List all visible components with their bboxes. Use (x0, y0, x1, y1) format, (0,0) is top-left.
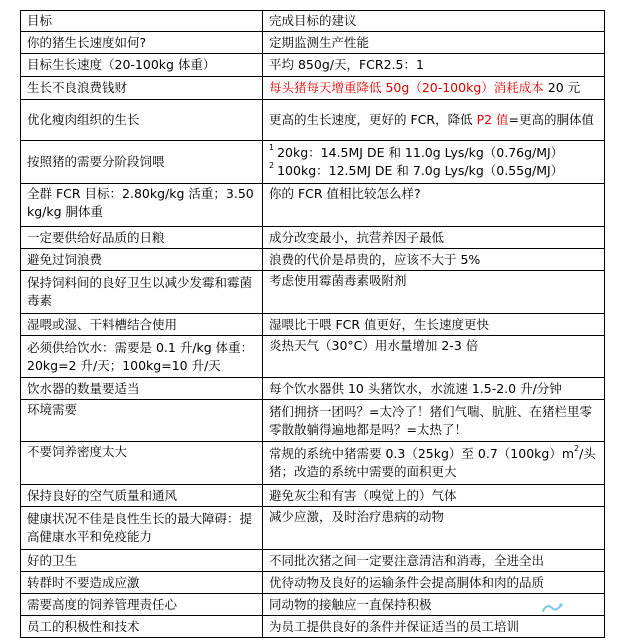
advice-cell (263, 442, 605, 485)
advice-line-text: 20kg：14.5MJ DE 和 11.0g Lys/kg（0.76g/MJ） (277, 145, 564, 160)
goal-cell: 不要饲养密度太大 (21, 442, 263, 485)
table-row (21, 336, 605, 378)
goal-cell: 按照猪的需要分阶段饲喂 (21, 141, 263, 184)
table-row (21, 227, 605, 249)
goal-cell: 好的卫生 (21, 550, 263, 572)
recommendation-table (20, 10, 605, 638)
goal-cell: 转群时不要造成应激 (21, 572, 263, 594)
advice-cell: 炎热天气（30°C）用水量增加 2-3 倍 (263, 336, 605, 378)
table-row (21, 141, 605, 184)
advice-cell: 为员工提供良好的条件并保证适当的员工培训 (263, 616, 605, 638)
advice-cell: 你的 FCR 值相比较怎么样? (263, 184, 605, 227)
logo-watermark-icon (541, 601, 563, 615)
table-row (21, 77, 605, 100)
advice-cell (263, 77, 605, 100)
advice-cell: 考虑使用霉菌毒素吸附剂 (263, 271, 605, 314)
advice-cell: 浪费的代价是昂贵的，应该不大于 5% (263, 249, 605, 271)
advice-cell: 定期监测生产性能 (263, 32, 605, 54)
goal-cell: 保持饲料间的良好卫生以减少发霉和霉菌毒素 (21, 271, 263, 314)
goal-cell: 全群 FCR 目标：2.80kg/kg 活重；3.50kg/kg 胴体重 (21, 184, 263, 227)
advice-cell: 减少应激，及时治疗患病的动物 (263, 507, 605, 550)
table-row (21, 378, 605, 400)
table-row (21, 32, 605, 54)
goal-cell: 优化瘦肉组织的生长 (21, 100, 263, 141)
goal-cell: 需要高度的饲养管理责任心 (21, 594, 263, 616)
goal-cell: 目标生长速度（20-100kg 体重） (21, 54, 263, 77)
goal-cell: 避免过饲浪费 (21, 249, 263, 271)
header-advice: 完成目标的建议 (263, 11, 605, 32)
advice-tail-text: 20 元 (543, 80, 581, 95)
advice-cell: 猪们拥挤一团吗？=太冷了！猪们气喘、肮脏、在猪栏里零零散散躺得遍地都是吗？=太热了！ (263, 400, 605, 442)
advice-highlight-text: P2 值 (476, 112, 509, 127)
advice-cell: 成分改变最小，抗营养因子最低 (263, 227, 605, 249)
goal-cell: 员工的积极性和技术 (21, 616, 263, 638)
table-row (21, 54, 605, 77)
advice-post-text: /头猪；改造的系统中需要的面积更大 (269, 446, 596, 479)
goal-cell: 生长不良浪费钱财 (21, 77, 263, 100)
advice-pre-text: 常规的系统中猪需要 0.3（25kg）至 0.7（100kg）m (269, 446, 574, 461)
advice-line-1 (269, 144, 600, 162)
advice-cell: 湿喂比干喂 FCR 值更好，生长速度更快 (263, 314, 605, 336)
table-row (21, 249, 605, 271)
goal-cell: 必须供给饮水：需要是 0.1 升/kg 体重：20kg=2 升/天；100kg=10 升/天 (21, 336, 263, 378)
table-row (21, 550, 605, 572)
advice-cell: 不同批次猪之间一定要注意清洁和消毒，全进全出 (263, 550, 605, 572)
goal-cell: 饮水器的数量要适当 (21, 378, 263, 400)
advice-line-2 (269, 162, 600, 180)
table-row (21, 572, 605, 594)
table-row (21, 314, 605, 336)
table-row (21, 442, 605, 485)
advice-cell: 平均 850g/天，FCR2.5：1 (263, 54, 605, 77)
table-header-row (21, 11, 605, 32)
table-row (21, 594, 605, 616)
header-goal: 目标 (21, 11, 263, 32)
advice-cell: 同动物的接触应一直保持积极 (263, 594, 605, 616)
table-row (21, 271, 605, 314)
advice-highlight-text: 每头猪每天增重降低 50g（20-100kg）消耗成本 (269, 80, 544, 95)
goal-cell: 环境需要 (21, 400, 263, 442)
table-row (21, 100, 605, 141)
goal-cell: 健康状况不佳是良性生长的最大障碍：提高健康水平和免疫能力 (21, 507, 263, 550)
advice-cell: 每个饮水器供 10 头猪饮水，水流速 1.5-2.0 升/分钟 (263, 378, 605, 400)
advice-cell (263, 100, 605, 141)
goal-cell: 一定要供给好品质的日粮 (21, 227, 263, 249)
table-row (21, 616, 605, 638)
table-row (21, 184, 605, 227)
advice-pre-text: 更高的生长速度，更好的 FCR，降低 (269, 112, 477, 127)
superscript-text: 2 (574, 444, 580, 453)
advice-cell: 避免灰尘和有害（嗅觉上的）气体 (263, 485, 605, 507)
advice-post-text: =更高的胴体值 (508, 112, 595, 127)
footnote-mark: 1 (269, 143, 275, 152)
advice-cell (263, 141, 605, 184)
table-row (21, 485, 605, 507)
footnote-mark: 2 (269, 161, 275, 170)
advice-line-text: 100kg：12.5MJ DE 和 7.0g Lys/kg（0.55g/MJ） (277, 163, 564, 178)
goal-cell: 你的猪生长速度如何? (21, 32, 263, 54)
advice-cell: 优待动物及良好的运输条件会提高胴体和肉的品质 (263, 572, 605, 594)
goal-cell: 保持良好的空气质量和通风 (21, 485, 263, 507)
table-row (21, 400, 605, 442)
table-row (21, 507, 605, 550)
goal-cell: 湿喂或湿、干料槽结合使用 (21, 314, 263, 336)
